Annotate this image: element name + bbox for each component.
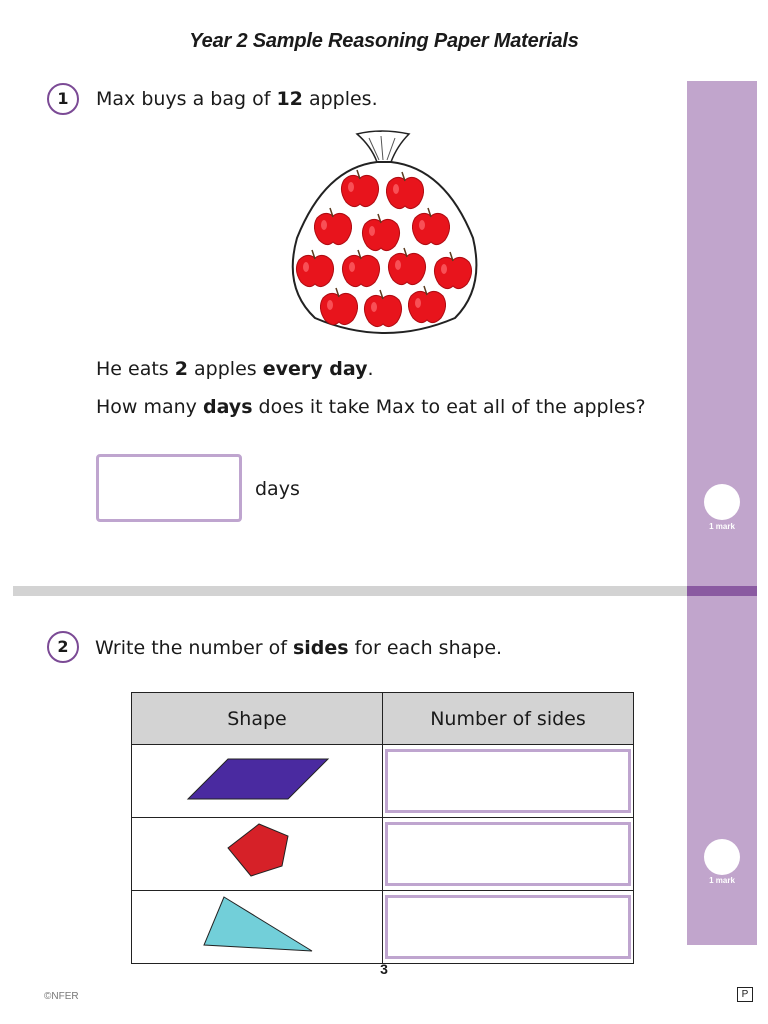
page-title: Year 2 Sample Reasoning Paper Materials bbox=[189, 30, 579, 52]
q1-text-part: . bbox=[367, 358, 374, 380]
triangle-icon bbox=[132, 891, 382, 959]
margin-column-q2 bbox=[687, 596, 757, 945]
question1-prompt bbox=[96, 395, 646, 419]
question1-rate bbox=[96, 357, 374, 381]
answer-box-parallelogram[interactable] bbox=[385, 749, 631, 813]
q2-sides: sides bbox=[292, 637, 349, 659]
answer-cell bbox=[383, 745, 634, 818]
q1-text-part: He eats bbox=[96, 358, 175, 380]
answer-unit-q1: days bbox=[255, 478, 300, 500]
q1-text-part: Max buys a bag of bbox=[96, 88, 277, 110]
q1-apple-count: 12 bbox=[276, 88, 303, 110]
header-shape: Shape bbox=[132, 693, 383, 745]
answer-box-q1[interactable] bbox=[96, 454, 242, 522]
question-number-1: 1 bbox=[47, 83, 79, 115]
shape-cell bbox=[132, 891, 383, 964]
mark-circle-q2[interactable] bbox=[704, 839, 740, 875]
shapes-table bbox=[131, 692, 634, 964]
mark-label-q2: 1 mark bbox=[709, 876, 735, 885]
q1-days: days bbox=[202, 396, 253, 418]
q2-text-part: Write the number of bbox=[95, 637, 293, 659]
q1-text-part: apples bbox=[187, 358, 263, 380]
mark-label-q1: 1 mark bbox=[709, 522, 735, 531]
question-divider bbox=[13, 586, 687, 596]
copyright: ©NFER bbox=[44, 991, 79, 1002]
answer-box-pentagon[interactable] bbox=[385, 822, 631, 886]
q1-text-part: How many bbox=[96, 396, 203, 418]
q1-text-part: does it take Max to eat all of the apples? bbox=[252, 396, 646, 418]
answer-cell bbox=[383, 891, 634, 964]
paper-marker: P bbox=[737, 987, 753, 1002]
shape-cell bbox=[132, 745, 383, 818]
answer-box-triangle[interactable] bbox=[385, 895, 631, 959]
question2-prompt bbox=[95, 636, 502, 660]
answer-cell bbox=[383, 818, 634, 891]
q1-every-day: every day bbox=[262, 358, 368, 380]
question-number-2: 2 bbox=[47, 631, 79, 663]
page-number: 3 bbox=[380, 961, 388, 977]
bag-of-apples-icon bbox=[285, 128, 485, 338]
shape-cell bbox=[132, 818, 383, 891]
mark-circle-q1[interactable] bbox=[704, 484, 740, 520]
table-row bbox=[132, 891, 634, 964]
margin-divider bbox=[687, 586, 757, 596]
q2-text-part: for each shape. bbox=[348, 637, 503, 659]
parallelogram-icon bbox=[132, 745, 382, 813]
question1-intro bbox=[96, 87, 378, 111]
header-number-of-sides: Number of sides bbox=[383, 693, 634, 745]
pentagon-icon bbox=[132, 818, 382, 886]
table-row bbox=[132, 818, 634, 891]
table-row bbox=[132, 745, 634, 818]
q1-apples-per-day: 2 bbox=[174, 358, 188, 380]
q1-text-part: apples. bbox=[302, 88, 378, 110]
table-header-row bbox=[132, 693, 634, 745]
